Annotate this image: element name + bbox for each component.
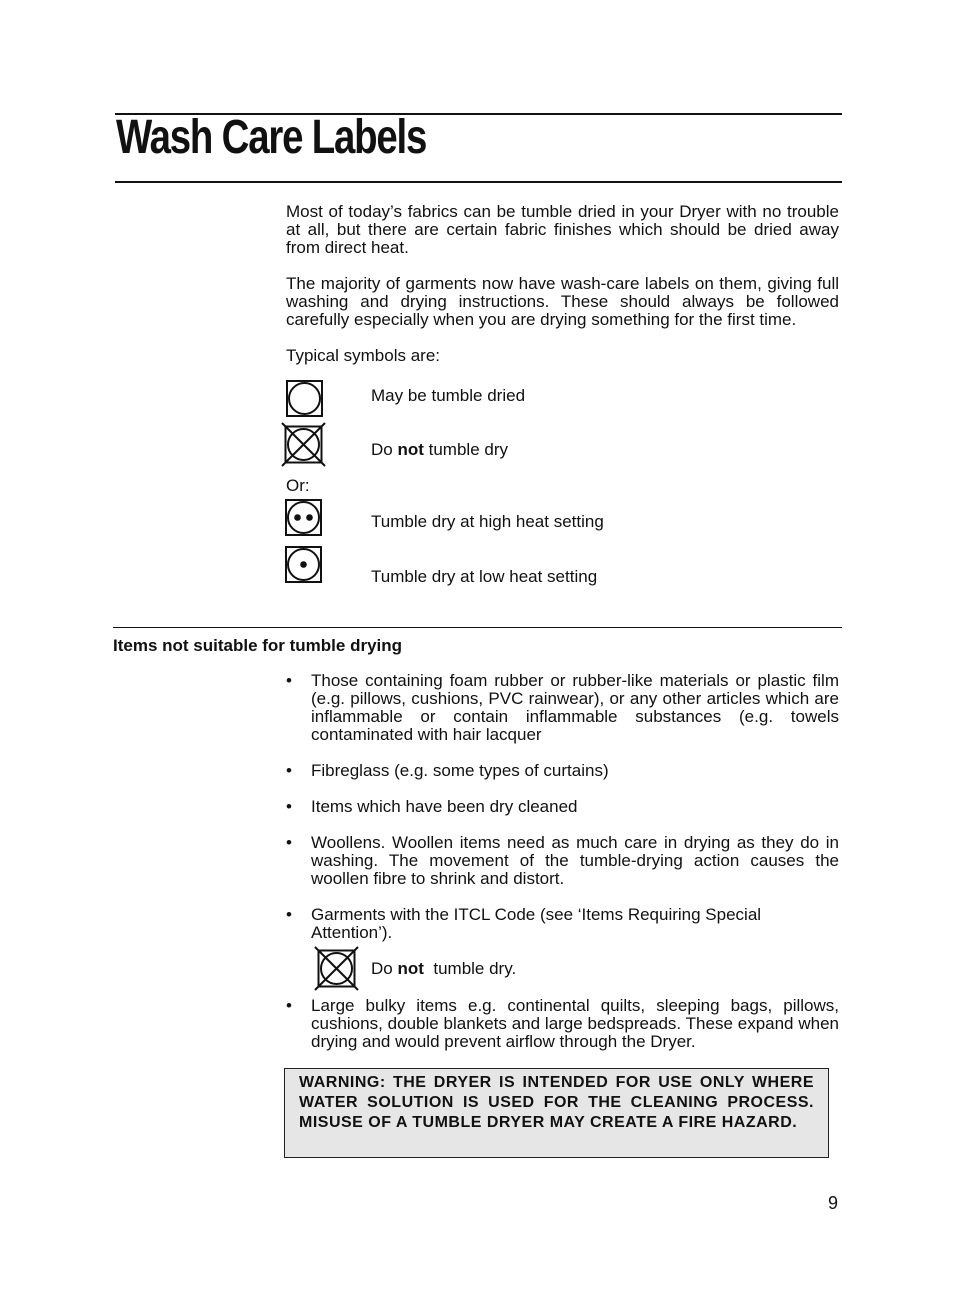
no-tumble-label: Do not tumble dry [371, 440, 508, 459]
list-item-text: Woollens. Woollen items need as much care in drying as they do in washing. The movement of the tumble-drying action causes the woollen fibre to shrink and distort. [311, 833, 839, 888]
do-not-tumble-dry-icon [314, 946, 359, 991]
bullet-marker: • [286, 671, 292, 690]
or-label: Or: [286, 476, 310, 495]
low-heat-label: Tumble dry at low heat setting [371, 567, 598, 586]
tumble-dry-high-heat-icon [285, 499, 322, 536]
do-not-tumble-dry-icon [281, 422, 326, 467]
may-tumble-label: May be tumble dried [371, 386, 526, 405]
bullet-marker: • [286, 996, 292, 1015]
list-item [286, 672, 839, 744]
intro-paragraph-1: Most of today’s fabrics can be tumble dried in your Dryer with no trouble at all, but there are certain fabric finishes which should be dried away from direct heat. [286, 202, 839, 257]
bullet-marker: • [286, 797, 292, 816]
list-item [286, 997, 839, 1051]
bullet-marker: • [286, 833, 292, 852]
list-item-text: Items which have been dry cleaned [311, 797, 578, 816]
itcl-note: Do not tumble dry. [371, 959, 517, 978]
page-title: Wash Care Labels [116, 111, 427, 164]
page-number: 9 [828, 1193, 839, 1213]
intro-paragraph-3: Typical symbols are: [286, 346, 440, 365]
list-item [286, 834, 839, 888]
list-item-text: Garments with the ITCL Code (see ‘Items Requiring Special Attention’). [311, 905, 762, 942]
section-heading: Items not suitable for tumble drying [113, 636, 403, 655]
intro-paragraph-2: The majority of garments now have wash-care labels on them, giving full washing and drying instructions. These should always be followed carefully especially when you are drying something for the first time. [286, 274, 839, 329]
high-heat-label: Tumble dry at high heat setting [371, 512, 604, 531]
bullet-marker: • [286, 761, 292, 780]
list-item [286, 906, 806, 942]
list-item [286, 762, 839, 780]
list-item [286, 798, 839, 816]
list-item-text: Those containing foam rubber or rubber-like materials or plastic film (e.g. pillows, cushions, PVC rainwear), or any other articles which are inflammable or contain inflammable substances (e.g. towels contaminated with hair lacquer [311, 671, 839, 744]
tumble-dry-low-heat-icon [285, 546, 322, 583]
tumble-dry-icon [286, 380, 323, 417]
section-rule [113, 627, 842, 628]
list-item-text: Large bulky items e.g. continental quilts, sleeping bags, pillows, cushions, double blankets and large bedspreads. These expand when drying and would prevent airflow through the Dryer. [311, 996, 839, 1051]
bullet-marker: • [286, 905, 292, 924]
title-bottom-rule [115, 181, 842, 183]
list-item-text: Fibreglass (e.g. some types of curtains) [311, 761, 609, 780]
warning-box: WARNING: THE DRYER IS INTENDED FOR USE ONLY WHERE WATER SOLUTION IS USED FOR THE CLEANING PROCESS. MISUSE OF A TUMBLE DRYER MAY CREATE A FIRE HAZARD. [284, 1068, 829, 1158]
